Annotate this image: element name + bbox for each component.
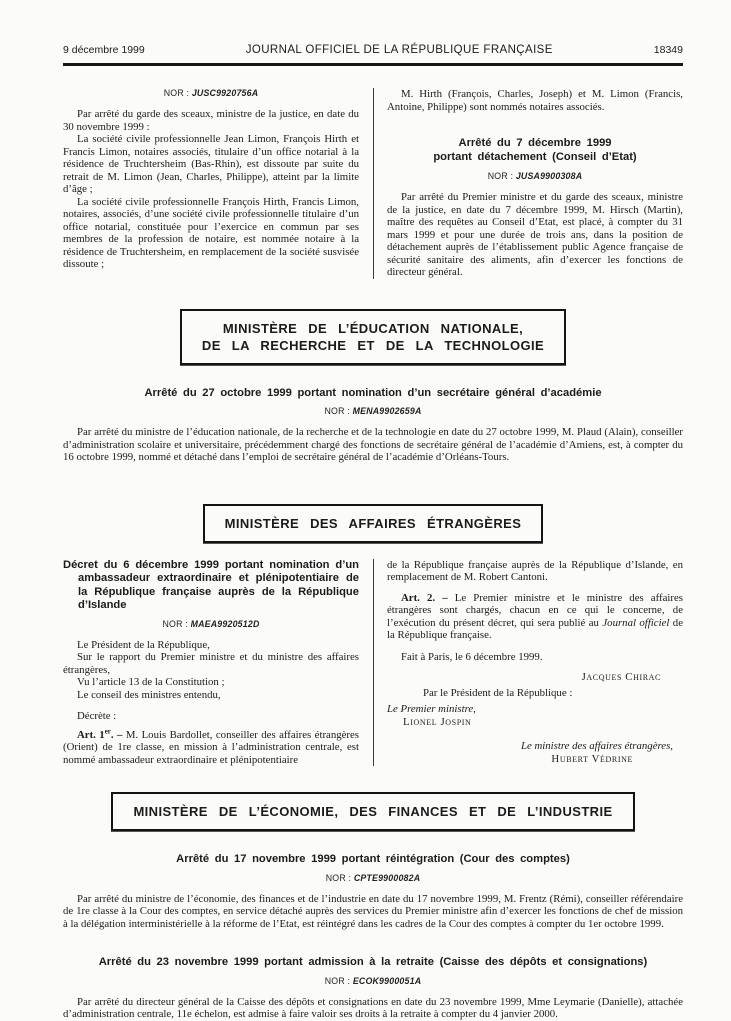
article-2: Art. 2. – Le Premier ministre et le ministre des affaires étrangères sont chargés, chacun en ce qui le concerne, de l’exécution du présent décret, qui sera publié au Journal officiel de la République française. <box>387 591 683 641</box>
justice-right-column <box>373 88 683 279</box>
paragraph: de la République française auprès de la République d’Islande, en remplacement de M. Robert Cantoni. <box>387 558 683 583</box>
paragraph: La société civile professionnelle Jean Limon, François Hirth et Francis Limon, notaires associés, titulaire d’un office notarial à la résidence de Truchtersheim (Bas-Rhin), est dissoute par suite du retrait de M. Limon (Jean, Charles, Philippe), atteint par la limite d’âge ; <box>63 133 359 195</box>
nor-line <box>63 88 359 98</box>
nor-label: NOR : <box>163 88 190 98</box>
nor-line <box>387 171 683 181</box>
journal-title: JOURNAL OFFICIEL DE LA RÉPUBLIQUE FRANÇAISE <box>245 44 553 56</box>
arrete-heading: Arrêté du 17 novembre 1999 portant réintégration (Cour des comptes) <box>176 853 570 865</box>
foreign-right-column <box>373 559 683 767</box>
article-1: Art. 1er. – M. Louis Bardollet, conseiller des affaires étrangères (Orient) de 1re classe, en mission à l’administration centrale, est nommé ambassadeur extraordinaire et plénipotentiaire <box>63 726 360 766</box>
paragraph: Le Président de la République, <box>77 638 210 651</box>
ministry-title-line: MINISTÈRE DE L’ÉDUCATION NATIONALE, <box>222 320 524 336</box>
par-president-line: Par le Président de la République : <box>423 686 573 699</box>
paragraph: La société civile professionnelle François Hirth, Francis Limon, notaires, associés, d’une société civile professionnelle titulaire d’un office notarial, constituée pour l’exercice en commun par ses membres de la profession de notaire, est nommée notaire à la résidence de Truchtersheim, en remplacement de la société susvisée dissoute ; <box>63 195 359 270</box>
decret-heading: Décret du 6 décembre 1999 portant nomination d’un ambassadeur extraordinaire et plénipotentiaire de la République française auprès de la République d’Islande <box>63 558 359 611</box>
paragraph: Par arrêté du ministre de l’économie, des finances et de l’industrie en date du 17 novembre 1999, M. Frentz (Rémi), conseiller référendaire de 1re classe à la Cour des comptes, en service détaché auprès des services du Premier ministre afin d’exercer les fonctions de chef de mission à la délégation interministérielle à la réforme de l’Etat, est réintégré dans les cadres de la Cour des comptes à compter du 1er octobre 1999. <box>63 892 683 930</box>
nor-value: MAEA9920512D <box>190 618 260 629</box>
justice-left-column <box>63 88 373 279</box>
masthead <box>63 44 683 66</box>
pm-title: Le Premier ministre, <box>387 703 476 715</box>
nor-line <box>63 619 359 629</box>
paragraph: Sur le rapport du Premier ministre et du ministre des affaires étrangères, <box>63 651 359 676</box>
page-number: 18349 <box>653 44 683 56</box>
president-signature: Jacques Chirac <box>581 671 661 683</box>
ministry-title-line: DE LA RECHERCHE ET DE LA TECHNOLOGIE <box>201 337 545 353</box>
foreign-left-column <box>63 559 373 767</box>
nor-label: NOR : <box>325 872 352 883</box>
nor-value: CPTE9900082A <box>353 872 421 883</box>
decrete-line: Décrète : <box>77 710 117 722</box>
paragraph: Vu l’article 13 de la Constitution ; <box>77 676 225 688</box>
nor-line <box>63 873 683 883</box>
foreign-section <box>63 559 683 767</box>
nor-value: JUSC9920756A <box>191 88 259 98</box>
issue-date: 9 décembre 1999 <box>63 44 145 56</box>
nor-label: NOR : <box>487 171 514 181</box>
ministry-foreign-box <box>203 504 544 543</box>
paragraph: Le conseil des ministres entendu, <box>77 688 221 701</box>
nor-line <box>63 406 683 416</box>
pm-signature: Lionel Jospin <box>403 715 472 728</box>
arrete-heading: Arrêté du 27 octobre 1999 portant nomination d’un secrétaire général d’académie <box>144 386 602 399</box>
paragraph: Par arrêté du ministre de l’éducation nationale, de la recherche et de la technologie en date du 27 octobre 1999, M. Plaud (Alain), conseiller d’administration scolaire et universitaire, précédemment chargé des fonctions de secrétaire général de l’académie d’Amiens, est, à compter du 16 octobre 1999, nommé et détaché dans l’emploi de secrétaire général de l’académie d’Orléans-Tours. <box>63 426 683 463</box>
fait-line: Fait à Paris, le 6 décembre 1999. <box>401 650 543 663</box>
ministry-title-line: MINISTÈRE DES AFFAIRES ÉTRANGÈRES <box>224 515 522 531</box>
nor-value: JUSA9900308A <box>515 171 583 181</box>
fm-signature: Hubert Védrine <box>551 752 633 765</box>
arrete-heading: Arrêté du 7 décembre 1999 portant détachement (Conseil d’Etat) <box>433 137 637 163</box>
paragraph: M. Hirth (François, Charles, Joseph) et M. Limon (Francis, Antoine, Philippe) sont nommés notaires associés. <box>387 88 683 113</box>
paragraph: Par arrêté du garde des sceaux, ministre de la justice, en date du 30 novembre 1999 : <box>63 108 359 133</box>
ministry-education-box <box>180 309 566 365</box>
paragraph: Par arrêté du directeur général de la Caisse des dépôts et consignations en date du 23 novembre 1999, Mme Leymarie (Danielle), attachée d’administration centrale, 11e échelon, est admise à faire valoir ses droits à la retraite à compter du 4 janvier 2000. <box>63 995 683 1020</box>
nor-label: NOR : <box>324 406 350 416</box>
nor-label: NOR : <box>162 618 188 629</box>
nor-value: MENA9902659A <box>352 406 422 416</box>
paragraph: Par arrêté du Premier ministre et du garde des sceaux, ministre de la justice, en date du 7 décembre 1999, M. Hirsch (Martin), maître des requêtes au Conseil d’Etat, est placé, à compter du 31 mars 1999 et pour une durée de trois ans, dans la position de détachement auprès de l’établissement public Agence française de sécurité sanitaire des aliments, afin d’exercer les fonctions de directeur général. <box>387 191 683 278</box>
nor-value: ECOK9900051A <box>352 975 422 986</box>
fm-title: Le ministre des affaires étrangères, <box>520 740 673 752</box>
ministry-economy-box <box>111 792 634 831</box>
nor-line <box>63 976 683 986</box>
ministry-title-line: MINISTÈRE DE L’ÉCONOMIE, DES FINANCES ET DE L’INDUSTRIE <box>133 804 613 819</box>
justice-section <box>63 88 683 279</box>
arrete-heading: Arrêté du 23 novembre 1999 portant admission à la retraite (Caisse des dépôts et consignations) <box>98 956 648 968</box>
nor-label: NOR : <box>324 975 351 986</box>
